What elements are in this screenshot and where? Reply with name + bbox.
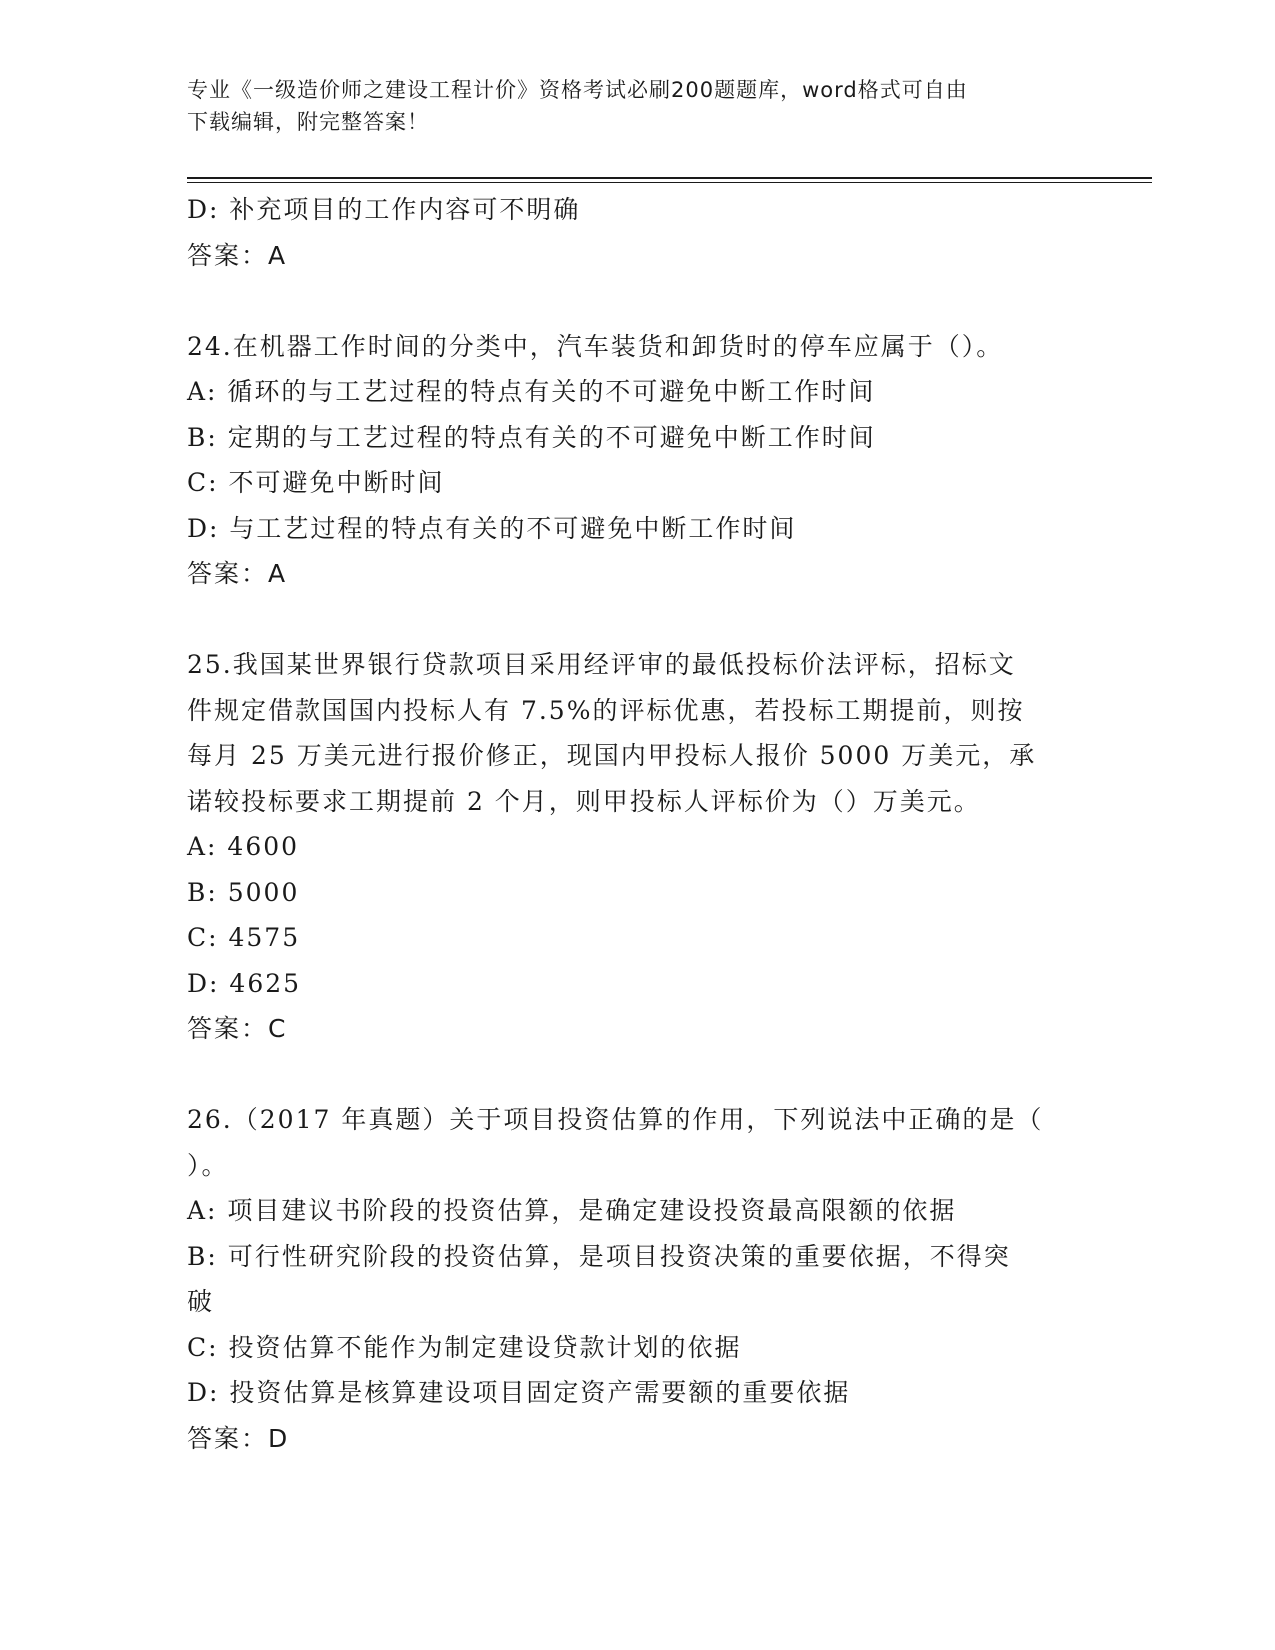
option-b: B: 5000 bbox=[187, 877, 300, 907]
header-divider-thin bbox=[187, 182, 1152, 183]
option-d: D: 投资估算是核算建设项目固定资产需要额的重要依据 bbox=[187, 1378, 851, 1407]
question-26 bbox=[187, 1097, 1087, 1461]
answer: 答案：D bbox=[187, 1423, 290, 1453]
option-b-line-2: 破 bbox=[187, 1287, 215, 1316]
option-c: C: 不可避免中断时间 bbox=[187, 468, 445, 497]
question-stem: 24.在机器工作时间的分类中，汽车装货和卸货时的停车应属于（）。 bbox=[187, 331, 1004, 361]
question-stem-line-1: 25.我国某世界银行贷款项目采用经评审的最低投标价法评标，招标文 bbox=[187, 650, 1016, 679]
answer: 答案：A bbox=[187, 559, 288, 588]
option-d: D: 补充项目的工作内容可不明确 bbox=[187, 195, 581, 224]
spacer bbox=[187, 278, 1087, 324]
header-divider-thick bbox=[187, 177, 1152, 179]
option-b-line-1: B: 可行性研究阶段的投资估算，是项目投资决策的重要依据，不得突 bbox=[187, 1241, 1011, 1271]
question-25 bbox=[187, 642, 1087, 1052]
answer: 答案：A bbox=[187, 240, 288, 270]
question-stem-line-4: 诺较投标要求工期提前 2 个月，则甲投标人评标价为（）万美元。 bbox=[187, 786, 981, 816]
option-c: C: 4575 bbox=[187, 923, 301, 952]
answer: 答案：C bbox=[187, 1014, 288, 1043]
option-a: A: 项目建议书阶段的投资估算，是确定建设投资最高限额的依据 bbox=[187, 1196, 957, 1225]
question-stem-line-2: 件规定借款国国内投标人有 7.5%的评标优惠，若投标工期提前，则按 bbox=[187, 695, 1025, 725]
page-header bbox=[187, 74, 1067, 138]
option-a: A: 4600 bbox=[187, 832, 300, 861]
question-stem-line-1: 26.（2017 年真题）关于项目投资估算的作用，下列说法中正确的是（ bbox=[187, 1105, 1044, 1134]
spacer bbox=[187, 597, 1087, 643]
question-23-tail bbox=[187, 187, 1087, 278]
question-24 bbox=[187, 324, 1087, 597]
header-line-2: 下载编辑，附完整答案！ bbox=[187, 110, 429, 134]
option-b: B: 定期的与工艺过程的特点有关的不可避免中断工作时间 bbox=[187, 422, 876, 452]
question-stem-line-2: ）。 bbox=[187, 1150, 229, 1180]
option-d: D: 4625 bbox=[187, 968, 302, 998]
option-c: C: 投资估算不能作为制定建设贷款计划的依据 bbox=[187, 1332, 742, 1362]
spacer bbox=[187, 1052, 1087, 1098]
option-a: A: 循环的与工艺过程的特点有关的不可避免中断工作时间 bbox=[187, 377, 876, 406]
question-stem-line-3: 每月 25 万美元进行报价修正，现国内甲投标人报价 5000 万美元，承 bbox=[187, 741, 1037, 770]
option-d: D: 与工艺过程的特点有关的不可避免中断工作时间 bbox=[187, 513, 797, 543]
question-list bbox=[187, 187, 1087, 1461]
header-line-1: 专业《一级造价师之建设工程计价》资格考试必刷200题题库，word格式可自由 bbox=[187, 78, 968, 102]
